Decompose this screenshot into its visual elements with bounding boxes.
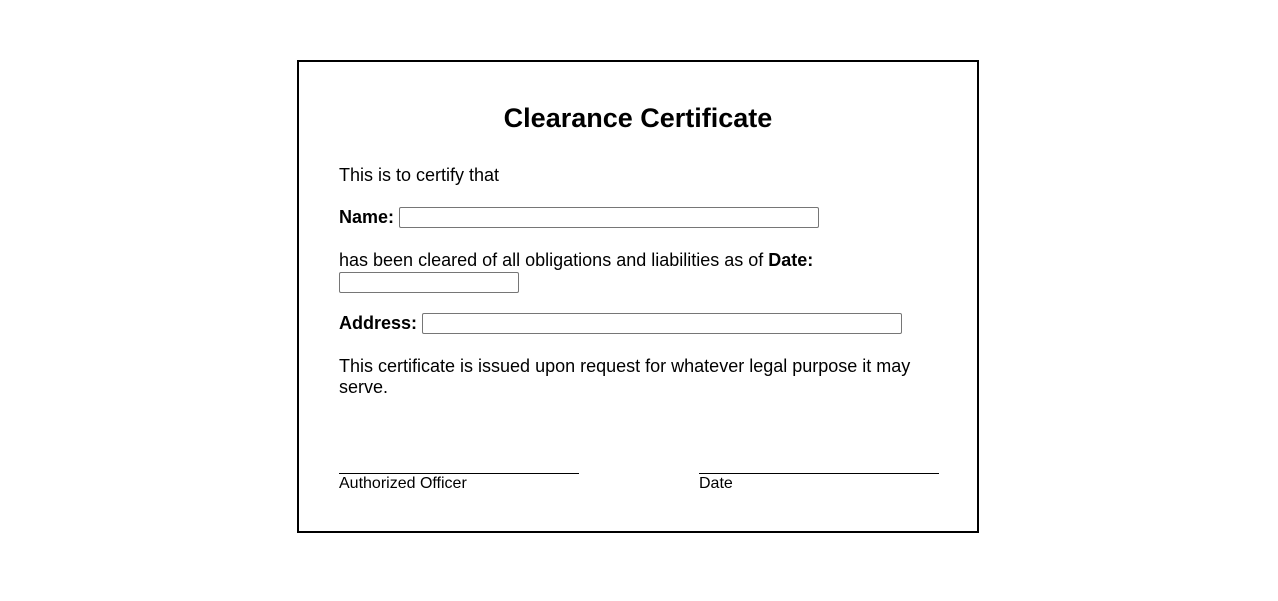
officer-signature-label: Authorized Officer <box>339 475 467 492</box>
date-input[interactable] <box>339 272 519 293</box>
date-signature-label: Date <box>699 475 733 492</box>
name-row <box>339 207 819 228</box>
officer-signature-block <box>339 473 579 493</box>
date-signature-block <box>699 473 939 493</box>
name-label: Name: <box>339 207 395 227</box>
certify-text: This is to certify that <box>339 165 500 185</box>
name-input[interactable] <box>399 207 819 228</box>
address-label: Address: <box>339 313 418 333</box>
certificate-title: Clearance Certificate <box>503 103 773 133</box>
address-input[interactable] <box>422 313 902 334</box>
purpose-text: This certificate is issued upon request for whatever legal purpose it may serve. <box>339 356 911 397</box>
certificate-frame <box>297 60 979 533</box>
officer-signature-line <box>339 473 579 474</box>
cleared-row <box>339 250 939 293</box>
date-signature-line <box>699 473 939 474</box>
address-row <box>339 313 902 334</box>
cleared-text: has been cleared of all obligations and liabilities as of <box>339 250 769 270</box>
date-label: Date: <box>768 250 814 270</box>
